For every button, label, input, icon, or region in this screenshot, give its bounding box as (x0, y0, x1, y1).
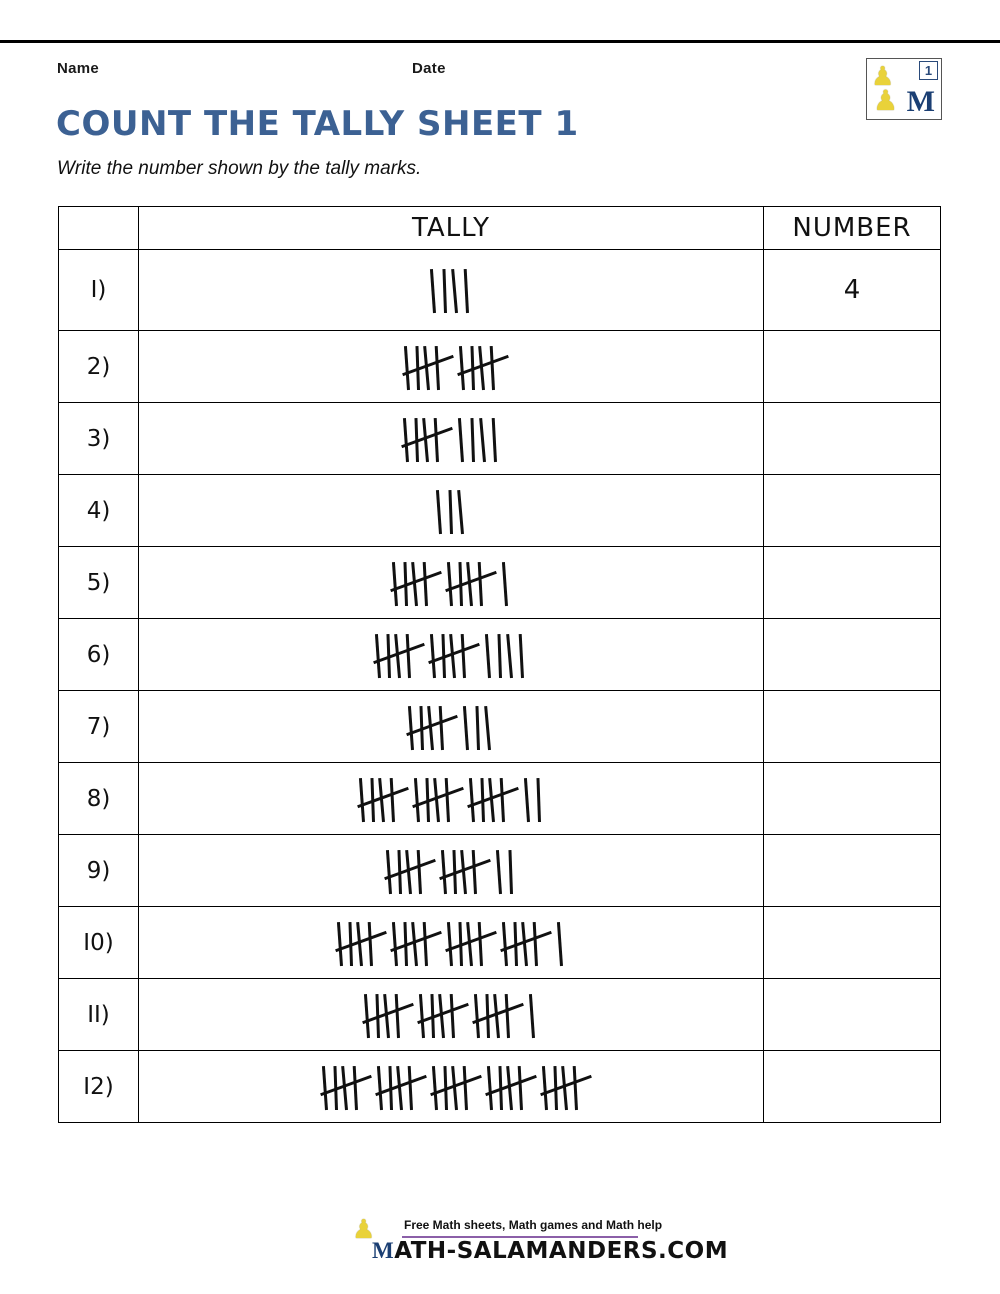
answer-cell[interactable] (764, 403, 941, 475)
tally-mark (505, 993, 510, 1037)
tally-mark (461, 633, 466, 677)
tally-group-partial (466, 704, 491, 750)
tally-group-of-five (367, 992, 400, 1038)
tally-mark (470, 417, 475, 461)
answer-cell[interactable] (764, 835, 941, 907)
footer-tagline: Free Math sheets, Math games and Math help (404, 1218, 663, 1232)
tally-mark (406, 633, 411, 677)
tally-group-of-five (433, 632, 466, 678)
table-row (59, 547, 941, 619)
tally-group-of-five (417, 776, 450, 822)
tally-mark (446, 562, 452, 606)
row-index: 7) (59, 691, 139, 763)
tally-mark (386, 850, 392, 894)
tally-mark (459, 346, 465, 390)
footer-site-name (372, 1238, 728, 1264)
tally-marks-cell (139, 907, 764, 979)
tally-mark (508, 849, 513, 893)
math-salamanders-logo (866, 58, 942, 120)
tally-mark (444, 777, 449, 821)
tally-mark (435, 345, 440, 389)
tally-mark (376, 1066, 382, 1110)
tally-mark (408, 706, 414, 750)
tally-mark (430, 269, 436, 313)
tally-groups (139, 632, 763, 678)
tally-marks-cell (139, 1051, 764, 1123)
table-row (59, 475, 941, 547)
date-label: Date (412, 60, 446, 77)
tally-mark (364, 994, 370, 1038)
tally-group-of-five (389, 848, 422, 894)
tally-mark (375, 634, 381, 678)
answer-cell[interactable] (764, 331, 941, 403)
tally-group-of-five (378, 632, 411, 678)
tally-mark (352, 1065, 357, 1109)
tally-group-of-five (450, 560, 483, 606)
tally-groups (139, 560, 763, 606)
page-title: COUNT THE TALLY SHEET 1 (56, 104, 579, 144)
row-index: II) (59, 979, 139, 1051)
tally-mark (448, 489, 453, 533)
table-row (59, 979, 941, 1051)
tally-mark (446, 922, 452, 966)
tally-mark (506, 634, 513, 678)
name-label: Name (57, 60, 100, 77)
tally-group-partial (433, 267, 469, 313)
tally-group-of-five (477, 992, 510, 1038)
tally-mark (457, 490, 464, 534)
tally-mark (472, 849, 477, 893)
table-body (59, 250, 941, 1123)
row-index: 2) (59, 331, 139, 403)
tally-mark (422, 561, 427, 605)
tally-mark (485, 634, 491, 678)
tally-mark (556, 922, 562, 966)
tally-worksheet-table (58, 206, 941, 1123)
footer-salamander-icon: ♟ (352, 1214, 376, 1244)
header-tally: TALLY (139, 207, 764, 250)
tally-group-of-five (490, 1064, 523, 1110)
tally-mark (450, 993, 455, 1037)
answer-cell[interactable] (764, 1051, 941, 1123)
footer-site-text: ATH-SALAMANDERS.COM (394, 1238, 729, 1264)
salamander-icon: ♟ (871, 61, 895, 91)
tally-mark (413, 778, 419, 822)
tally-mark (491, 417, 496, 461)
answer-cell[interactable] (764, 475, 941, 547)
tally-group-of-five (362, 776, 395, 822)
tally-mark (321, 1066, 327, 1110)
tally-groups (139, 267, 763, 313)
tally-group-of-five (340, 920, 373, 966)
answer-cell[interactable] (764, 619, 941, 691)
tally-mark (477, 561, 482, 605)
tally-group-of-five (325, 1064, 358, 1110)
tally-mark (391, 562, 397, 606)
table-row (59, 907, 941, 979)
tally-mark (439, 705, 444, 749)
tally-groups (139, 488, 763, 534)
table-header-row (59, 207, 941, 250)
tally-group-of-five (545, 1064, 578, 1110)
tally-mark (536, 777, 541, 821)
tally-group-partial (560, 920, 563, 966)
tally-marks-cell (139, 979, 764, 1051)
tally-group-partial (505, 560, 508, 606)
tally-marks-cell (139, 691, 764, 763)
tally-group-partial (488, 632, 524, 678)
tally-mark (468, 778, 474, 822)
tally-mark (532, 921, 537, 965)
tally-mark (404, 346, 410, 390)
tally-marks-cell (139, 250, 764, 331)
tally-marks-cell (139, 403, 764, 475)
page-instructions: Write the number shown by the tally marks. (57, 158, 422, 179)
tally-mark (442, 269, 447, 313)
tally-groups (139, 704, 763, 750)
tally-mark (462, 1065, 467, 1109)
tally-mark (433, 417, 438, 461)
tally-mark (457, 418, 463, 462)
tally-mark (441, 850, 447, 894)
tally-groups (139, 1064, 763, 1110)
tally-marks-cell (139, 475, 764, 547)
tally-mark (519, 633, 524, 677)
tally-mark (451, 269, 458, 313)
tally-group-of-five (395, 560, 428, 606)
grade-badge: 1 (919, 61, 938, 80)
tally-groups (139, 992, 763, 1038)
tally-group-of-five (472, 776, 505, 822)
row-index: 3) (59, 403, 139, 475)
tally-mark (496, 850, 502, 894)
tally-mark (402, 418, 408, 462)
tally-mark (529, 994, 535, 1038)
table-head (59, 207, 941, 250)
tally-mark (475, 705, 480, 749)
table-row (59, 763, 941, 835)
tally-group-partial (461, 416, 497, 462)
table-row (59, 331, 941, 403)
tally-mark (477, 921, 482, 965)
tally-groups (139, 776, 763, 822)
answer-cell[interactable] (764, 547, 941, 619)
salamander-icon-secondary: ♟ (873, 85, 899, 116)
answer-cell[interactable] (764, 979, 941, 1051)
tally-mark (499, 777, 504, 821)
tally-group-partial (532, 992, 535, 1038)
tally-group-of-five (411, 704, 444, 750)
tally-group-of-five (444, 848, 477, 894)
answer-cell[interactable] (764, 907, 941, 979)
tally-mark (367, 921, 372, 965)
tally-group-of-five (406, 416, 439, 462)
tally-mark (464, 269, 469, 313)
header-index (59, 207, 139, 250)
tally-marks-cell (139, 619, 764, 691)
tally-marks-cell (139, 547, 764, 619)
answer-cell[interactable] (764, 691, 941, 763)
tally-mark (572, 1065, 577, 1109)
header-number: NUMBER (764, 207, 941, 250)
tally-mark (336, 922, 342, 966)
tally-marks-cell (139, 835, 764, 907)
tally-mark (435, 490, 441, 534)
tally-mark (419, 994, 425, 1038)
tally-mark (391, 922, 397, 966)
tally-mark (430, 634, 436, 678)
table-row (59, 835, 941, 907)
tally-group-partial (439, 488, 464, 534)
answer-cell[interactable]: 4 (764, 250, 941, 331)
tally-group-of-five (505, 920, 538, 966)
tally-mark (517, 1065, 522, 1109)
tally-mark (497, 633, 502, 677)
row-index: 6) (59, 619, 139, 691)
tally-group-of-five (450, 920, 483, 966)
tally-groups (139, 416, 763, 462)
tally-mark (417, 849, 422, 893)
table-row (59, 691, 941, 763)
tally-mark (389, 777, 394, 821)
answer-cell[interactable] (764, 763, 941, 835)
tally-mark (474, 994, 480, 1038)
tally-mark (486, 1066, 492, 1110)
footer-m-icon: M (372, 1238, 395, 1263)
tally-mark (541, 1066, 547, 1110)
tally-group-of-five (422, 992, 455, 1038)
row-index: 4) (59, 475, 139, 547)
tally-group-partial (499, 848, 513, 894)
tally-mark (395, 993, 400, 1037)
row-index: I2) (59, 1051, 139, 1123)
tally-group-of-five (380, 1064, 413, 1110)
row-index: I0) (59, 907, 139, 979)
tally-group-of-five (435, 1064, 468, 1110)
tally-mark (501, 922, 507, 966)
tally-group-of-five (395, 920, 428, 966)
tally-mark (479, 418, 486, 462)
table-row (59, 1051, 941, 1123)
tally-mark (463, 706, 469, 750)
row-index: I) (59, 250, 139, 331)
row-index: 9) (59, 835, 139, 907)
row-index: 8) (59, 763, 139, 835)
tally-mark (358, 778, 364, 822)
table-row (59, 619, 941, 691)
tally-mark (501, 562, 507, 606)
tally-groups (139, 920, 763, 966)
tally-group-of-five (462, 344, 495, 390)
tally-marks-cell (139, 331, 764, 403)
tally-mark (422, 921, 427, 965)
tally-marks-cell (139, 763, 764, 835)
tally-mark (407, 1065, 412, 1109)
tally-group-partial (527, 776, 541, 822)
table-row (59, 403, 941, 475)
table-row (59, 250, 941, 331)
tally-mark (490, 345, 495, 389)
tally-groups (139, 344, 763, 390)
row-index: 5) (59, 547, 139, 619)
top-divider (0, 40, 1000, 43)
tally-mark (523, 778, 529, 822)
tally-mark (484, 706, 491, 750)
tally-mark (431, 1066, 437, 1110)
tally-groups (139, 848, 763, 894)
tally-group-of-five (407, 344, 440, 390)
logo-m-icon: M (906, 85, 935, 118)
